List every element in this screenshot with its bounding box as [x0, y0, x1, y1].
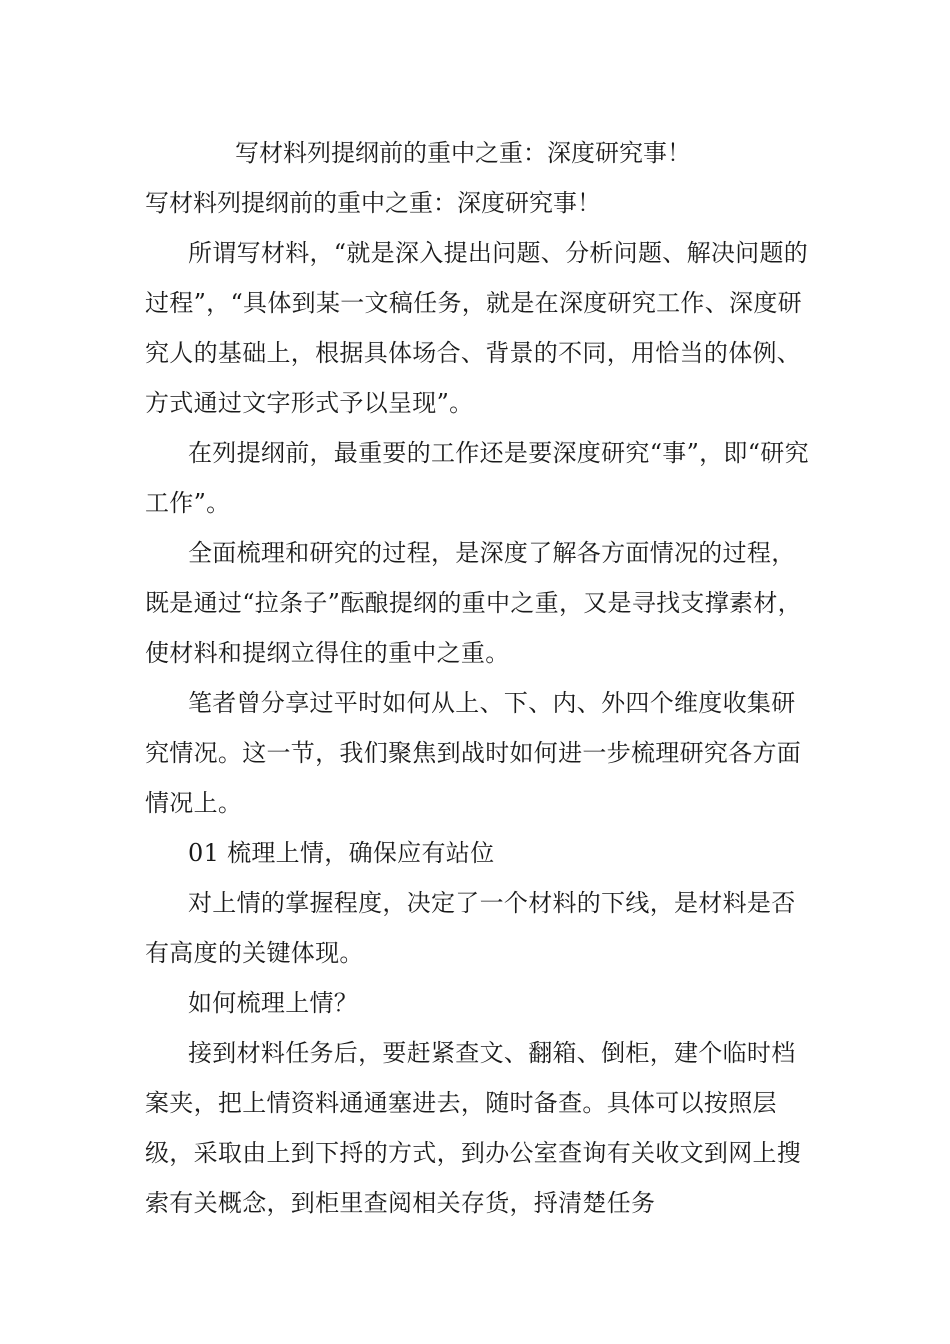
document-subtitle: 写材料列提纲前的重中之重：深度研究事！: [145, 189, 601, 217]
paragraph: 在列提纲前，最重要的工作还是要深度研究“事”，即“研究工作”。: [145, 439, 809, 517]
paragraph: 对上情的掌握程度，决定了一个材料的下线，是材料是否有高度的关键体现。: [145, 889, 796, 967]
document-body: [145, 128, 810, 1228]
paragraph: 全面梳理和研究的过程，是深度了解各方面情况的过程，既是通过“拉条子”酝酿提纲的重中之重，又是寻找支撑素材，使材料和提纲立得住的重中之重。: [145, 539, 802, 667]
paragraph: 笔者曾分享过平时如何从上、下、内、外四个维度收集研究情况。这一节，我们聚焦到战时如何进一步梳理研究各方面情况上。: [145, 689, 802, 817]
paragraph: 所谓写材料，“就是深入提出问题、分析问题、解决问题的过程”，“具体到某一文稿任务，就是在深度研究工作、深度研究人的基础上，根据具体场合、背景的不同，用恰当的体例、方式通过文字形式予以呈现”。: [145, 239, 809, 417]
paragraph: 如何梳理上情？: [188, 989, 359, 1017]
section-heading: 01 梳理上情，确保应有站位: [188, 839, 495, 867]
paragraph: 接到材料任务后，要赶紧查文、翻箱、倒柜，建个临时档案夹，把上情资料通通塞进去，随时备查。具体可以按照层级，采取由上到下捋的方式，到办公室查询有关收文到网上搜索有关概念，到柜里查阅相关存货，捋清楚任务: [145, 1039, 802, 1217]
document-title: 写材料列提纲前的重中之重：深度研究事！: [235, 139, 691, 167]
